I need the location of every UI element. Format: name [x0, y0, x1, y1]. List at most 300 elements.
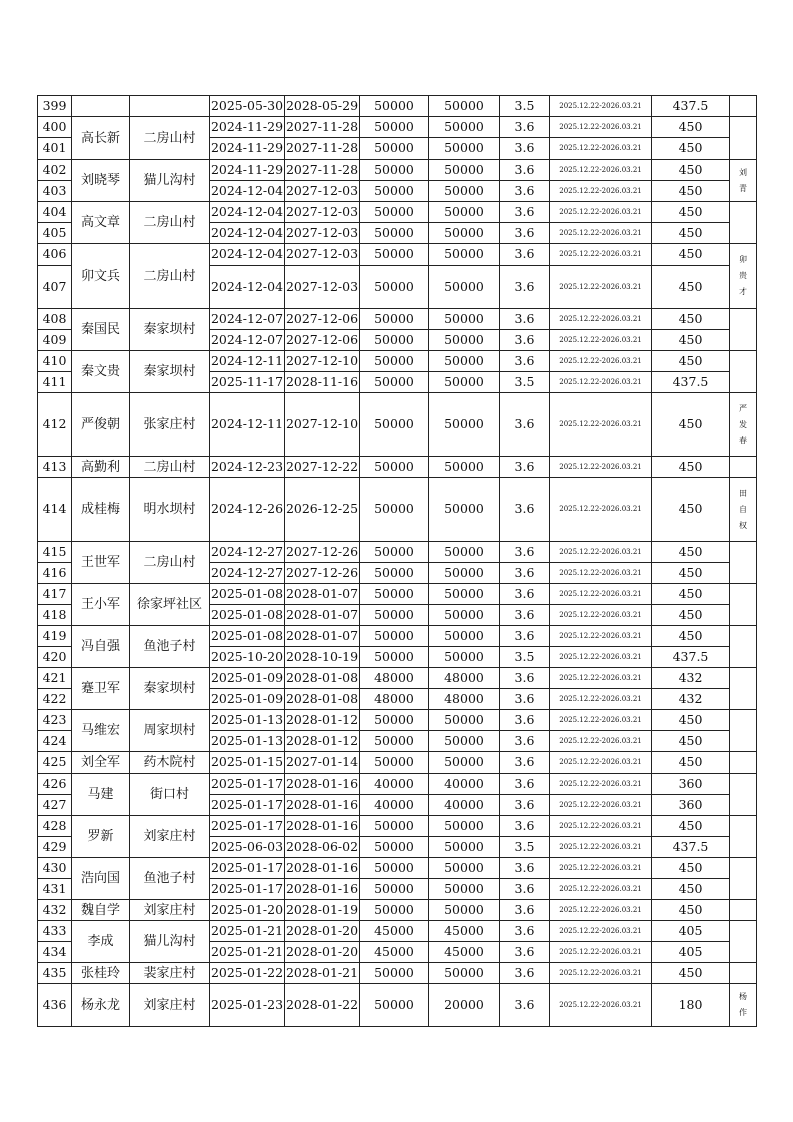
- table-row: [38, 584, 757, 605]
- row-number: 419: [38, 626, 72, 647]
- interest-period: 2025.12.22-2026.03.21: [550, 542, 652, 563]
- interest-period: 2025.12.22-2026.03.21: [550, 731, 652, 752]
- loan-amount: 50000: [360, 626, 429, 647]
- balance-amount: 50000: [429, 626, 500, 647]
- interest-amount: 437.5: [652, 96, 730, 117]
- loan-amount: 50000: [360, 752, 429, 774]
- table-row: [38, 984, 757, 1027]
- table-row: [38, 351, 757, 372]
- interest-amount: 450: [652, 858, 730, 879]
- balance-amount: 50000: [429, 160, 500, 181]
- loan-start-date: 2024-12-27: [210, 563, 285, 584]
- balance-amount: 50000: [429, 457, 500, 478]
- village-name: 张家庄村: [130, 393, 210, 457]
- balance-amount: 50000: [429, 605, 500, 626]
- table-row: [38, 309, 757, 330]
- interest-period: 2025.12.22-2026.03.21: [550, 393, 652, 457]
- remark-cell: [730, 478, 757, 542]
- balance-amount: 50000: [429, 963, 500, 984]
- village-name: 徐家坪社区: [130, 584, 210, 626]
- row-number: 422: [38, 689, 72, 710]
- interest-amount: 450: [652, 542, 730, 563]
- village-name: 秦家坝村: [130, 351, 210, 393]
- row-number: 411: [38, 372, 72, 393]
- loan-amount: 50000: [360, 457, 429, 478]
- loan-end-date: 2027-11-28: [285, 138, 360, 160]
- interest-rate: 3.6: [500, 117, 550, 138]
- loan-start-date: 2025-01-23: [210, 984, 285, 1027]
- table-row: [38, 963, 757, 984]
- row-number: 428: [38, 816, 72, 837]
- interest-period: 2025.12.22-2026.03.21: [550, 689, 652, 710]
- loan-end-date: 2028-11-16: [285, 372, 360, 393]
- row-number: 423: [38, 710, 72, 731]
- borrower-name: 王世军: [72, 542, 130, 584]
- interest-rate: 3.6: [500, 774, 550, 795]
- remark-char: 春: [739, 435, 747, 445]
- table-row: [38, 202, 757, 223]
- loan-end-date: 2027-12-03: [285, 202, 360, 223]
- balance-amount: 50000: [429, 816, 500, 837]
- loan-end-date: 2028-01-16: [285, 879, 360, 900]
- interest-rate: 3.6: [500, 160, 550, 181]
- balance-amount: 48000: [429, 689, 500, 710]
- interest-rate: 3.6: [500, 138, 550, 160]
- interest-rate: 3.6: [500, 309, 550, 330]
- remark-cell: [730, 921, 757, 963]
- interest-period: 2025.12.22-2026.03.21: [550, 647, 652, 668]
- interest-rate: 3.6: [500, 626, 550, 647]
- remark-char: 发: [739, 419, 747, 429]
- table-row: [38, 626, 757, 647]
- balance-amount: 50000: [429, 330, 500, 351]
- interest-rate: 3.5: [500, 837, 550, 858]
- interest-amount: 450: [652, 202, 730, 223]
- remark-cell: [730, 858, 757, 900]
- interest-rate: 3.6: [500, 244, 550, 266]
- interest-period: 2025.12.22-2026.03.21: [550, 900, 652, 921]
- loan-start-date: 2025-01-20: [210, 900, 285, 921]
- interest-rate: 3.6: [500, 921, 550, 942]
- loan-start-date: 2024-12-11: [210, 351, 285, 372]
- borrower-name: 高文章: [72, 202, 130, 244]
- row-number: 427: [38, 795, 72, 816]
- remark-char: 田: [739, 488, 747, 498]
- borrower-name: 秦国民: [72, 309, 130, 351]
- loan-amount: 50000: [360, 963, 429, 984]
- row-number: 431: [38, 879, 72, 900]
- loan-end-date: 2028-05-29: [285, 96, 360, 117]
- interest-rate: 3.6: [500, 330, 550, 351]
- row-number: 406: [38, 244, 72, 266]
- remark-cell: [730, 160, 757, 202]
- balance-amount: 45000: [429, 921, 500, 942]
- village-name: 裴家庄村: [130, 963, 210, 984]
- interest-amount: 450: [652, 393, 730, 457]
- balance-amount: 50000: [429, 478, 500, 542]
- balance-amount: 40000: [429, 795, 500, 816]
- interest-rate: 3.6: [500, 223, 550, 244]
- interest-amount: 450: [652, 478, 730, 542]
- village-name: 二房山村: [130, 244, 210, 309]
- interest-period: 2025.12.22-2026.03.21: [550, 563, 652, 584]
- row-number: 407: [38, 266, 72, 309]
- interest-amount: 450: [652, 731, 730, 752]
- row-number: 409: [38, 330, 72, 351]
- interest-rate: 3.6: [500, 984, 550, 1027]
- loan-amount: 50000: [360, 372, 429, 393]
- loan-start-date: 2025-01-13: [210, 731, 285, 752]
- interest-amount: 450: [652, 752, 730, 774]
- remark-cell: [730, 393, 757, 457]
- row-number: 430: [38, 858, 72, 879]
- loan-end-date: 2027-12-06: [285, 309, 360, 330]
- loan-amount: 50000: [360, 647, 429, 668]
- balance-amount: 50000: [429, 181, 500, 202]
- interest-amount: 450: [652, 605, 730, 626]
- interest-period: 2025.12.22-2026.03.21: [550, 351, 652, 372]
- borrower-name: 张桂玲: [72, 963, 130, 984]
- loan-start-date: 2025-01-21: [210, 921, 285, 942]
- village-name: 明水坝村: [130, 478, 210, 542]
- interest-period: 2025.12.22-2026.03.21: [550, 837, 652, 858]
- interest-rate: 3.6: [500, 879, 550, 900]
- loan-start-date: 2024-12-04: [210, 181, 285, 202]
- interest-amount: 360: [652, 774, 730, 795]
- row-number: 418: [38, 605, 72, 626]
- remark-cell: [730, 774, 757, 816]
- interest-rate: 3.6: [500, 668, 550, 689]
- interest-rate: 3.6: [500, 584, 550, 605]
- interest-rate: 3.6: [500, 900, 550, 921]
- row-number: 412: [38, 393, 72, 457]
- balance-amount: 50000: [429, 351, 500, 372]
- loan-amount: 50000: [360, 351, 429, 372]
- interest-period: 2025.12.22-2026.03.21: [550, 605, 652, 626]
- table-row: [38, 900, 757, 921]
- remark-cell: [730, 117, 757, 160]
- loan-end-date: 2028-10-19: [285, 647, 360, 668]
- table-row: [38, 457, 757, 478]
- remark-cell: [730, 309, 757, 351]
- borrower-name: 马建: [72, 774, 130, 816]
- village-name: [130, 96, 210, 117]
- row-number: 401: [38, 138, 72, 160]
- interest-amount: 450: [652, 963, 730, 984]
- interest-period: 2025.12.22-2026.03.21: [550, 266, 652, 309]
- village-name: 鱼池子村: [130, 858, 210, 900]
- loan-end-date: 2028-01-07: [285, 605, 360, 626]
- remark-cell: [730, 96, 757, 117]
- loan-amount: 50000: [360, 223, 429, 244]
- row-number: 402: [38, 160, 72, 181]
- interest-period: 2025.12.22-2026.03.21: [550, 984, 652, 1027]
- loan-end-date: 2027-12-10: [285, 393, 360, 457]
- interest-amount: 450: [652, 330, 730, 351]
- interest-period: 2025.12.22-2026.03.21: [550, 668, 652, 689]
- loan-amount: 45000: [360, 942, 429, 963]
- remark-cell: [730, 457, 757, 478]
- interest-period: 2025.12.22-2026.03.21: [550, 138, 652, 160]
- village-name: 药木院村: [130, 752, 210, 774]
- balance-amount: 50000: [429, 900, 500, 921]
- remark-char: 严: [739, 403, 747, 413]
- loan-start-date: 2024-12-07: [210, 309, 285, 330]
- balance-amount: 50000: [429, 837, 500, 858]
- row-number: 424: [38, 731, 72, 752]
- interest-amount: 450: [652, 626, 730, 647]
- remark-char: 自: [739, 504, 747, 514]
- loan-start-date: 2024-12-04: [210, 202, 285, 223]
- interest-rate: 3.6: [500, 393, 550, 457]
- borrower-name: 王小军: [72, 584, 130, 626]
- loan-amount: 50000: [360, 266, 429, 309]
- interest-amount: 450: [652, 457, 730, 478]
- loan-end-date: 2027-01-14: [285, 752, 360, 774]
- interest-period: 2025.12.22-2026.03.21: [550, 244, 652, 266]
- remark-cell: [730, 984, 757, 1027]
- interest-period: 2025.12.22-2026.03.21: [550, 223, 652, 244]
- row-number: 435: [38, 963, 72, 984]
- loan-end-date: 2028-01-20: [285, 921, 360, 942]
- interest-rate: 3.6: [500, 266, 550, 309]
- loan-amount: 50000: [360, 244, 429, 266]
- loan-start-date: 2025-01-17: [210, 774, 285, 795]
- table-row: [38, 393, 757, 457]
- interest-period: 2025.12.22-2026.03.21: [550, 710, 652, 731]
- loan-end-date: 2027-12-03: [285, 244, 360, 266]
- loan-start-date: 2024-12-04: [210, 244, 285, 266]
- loan-start-date: 2024-11-29: [210, 138, 285, 160]
- balance-amount: 45000: [429, 942, 500, 963]
- table-row: [38, 96, 757, 117]
- loan-start-date: 2024-11-29: [210, 160, 285, 181]
- loan-end-date: 2028-01-16: [285, 774, 360, 795]
- row-number: 414: [38, 478, 72, 542]
- borrower-name: 成桂梅: [72, 478, 130, 542]
- row-number: 410: [38, 351, 72, 372]
- interest-amount: 437.5: [652, 372, 730, 393]
- loan-end-date: 2027-12-06: [285, 330, 360, 351]
- interest-amount: 432: [652, 668, 730, 689]
- loan-end-date: 2028-01-19: [285, 900, 360, 921]
- interest-amount: 450: [652, 584, 730, 605]
- remark-char: 贵: [739, 271, 747, 280]
- row-number: 433: [38, 921, 72, 942]
- remark-char: 杨: [739, 992, 747, 1001]
- interest-rate: 3.6: [500, 710, 550, 731]
- loan-start-date: 2025-10-20: [210, 647, 285, 668]
- loan-end-date: 2026-12-25: [285, 478, 360, 542]
- interest-period: 2025.12.22-2026.03.21: [550, 202, 652, 223]
- loan-table: [37, 95, 757, 1027]
- interest-amount: 450: [652, 900, 730, 921]
- loan-amount: 50000: [360, 478, 429, 542]
- loan-start-date: 2025-01-17: [210, 879, 285, 900]
- interest-rate: 3.6: [500, 181, 550, 202]
- loan-end-date: 2027-12-03: [285, 181, 360, 202]
- borrower-name: [72, 96, 130, 117]
- interest-rate: 3.6: [500, 351, 550, 372]
- remark-cell: [730, 752, 757, 774]
- borrower-name: 李成: [72, 921, 130, 963]
- interest-rate: 3.6: [500, 795, 550, 816]
- loan-end-date: 2028-01-21: [285, 963, 360, 984]
- remark-char: 青: [739, 183, 747, 193]
- interest-period: 2025.12.22-2026.03.21: [550, 330, 652, 351]
- loan-amount: 50000: [360, 984, 429, 1027]
- row-number: 416: [38, 563, 72, 584]
- table-row: [38, 244, 757, 266]
- interest-rate: 3.6: [500, 563, 550, 584]
- loan-amount: 48000: [360, 689, 429, 710]
- balance-amount: 20000: [429, 984, 500, 1027]
- interest-period: 2025.12.22-2026.03.21: [550, 372, 652, 393]
- row-number: 404: [38, 202, 72, 223]
- village-name: 刘家庄村: [130, 816, 210, 858]
- loan-start-date: 2025-05-30: [210, 96, 285, 117]
- loan-end-date: 2028-01-12: [285, 710, 360, 731]
- table-row: [38, 117, 757, 138]
- loan-amount: 50000: [360, 393, 429, 457]
- table-row: [38, 816, 757, 837]
- loan-end-date: 2027-12-26: [285, 542, 360, 563]
- balance-amount: 50000: [429, 223, 500, 244]
- loan-end-date: 2027-12-22: [285, 457, 360, 478]
- interest-period: 2025.12.22-2026.03.21: [550, 816, 652, 837]
- loan-amount: 50000: [360, 160, 429, 181]
- loan-start-date: 2025-01-17: [210, 858, 285, 879]
- village-name: 二房山村: [130, 117, 210, 160]
- village-name: 街口村: [130, 774, 210, 816]
- loan-start-date: 2025-01-09: [210, 689, 285, 710]
- table-row: [38, 921, 757, 942]
- loan-amount: 50000: [360, 584, 429, 605]
- balance-amount: 50000: [429, 393, 500, 457]
- loan-amount: 50000: [360, 879, 429, 900]
- interest-amount: 437.5: [652, 647, 730, 668]
- balance-amount: 50000: [429, 858, 500, 879]
- interest-period: 2025.12.22-2026.03.21: [550, 96, 652, 117]
- loan-amount: 50000: [360, 900, 429, 921]
- remark-cell: [730, 351, 757, 393]
- village-name: 鱼池子村: [130, 626, 210, 668]
- interest-period: 2025.12.22-2026.03.21: [550, 752, 652, 774]
- remark-cell: [730, 584, 757, 626]
- interest-period: 2025.12.22-2026.03.21: [550, 795, 652, 816]
- loan-amount: 50000: [360, 309, 429, 330]
- loan-amount: 50000: [360, 710, 429, 731]
- interest-period: 2025.12.22-2026.03.21: [550, 117, 652, 138]
- row-number: 408: [38, 309, 72, 330]
- table-row: [38, 478, 757, 542]
- interest-rate: 3.5: [500, 372, 550, 393]
- interest-period: 2025.12.22-2026.03.21: [550, 181, 652, 202]
- loan-end-date: 2028-01-16: [285, 795, 360, 816]
- remark-cell: [730, 542, 757, 584]
- interest-period: 2025.12.22-2026.03.21: [550, 858, 652, 879]
- loan-start-date: 2025-01-09: [210, 668, 285, 689]
- interest-amount: 437.5: [652, 837, 730, 858]
- interest-amount: 450: [652, 309, 730, 330]
- interest-amount: 450: [652, 563, 730, 584]
- interest-rate: 3.6: [500, 858, 550, 879]
- loan-start-date: 2025-06-03: [210, 837, 285, 858]
- loan-amount: 40000: [360, 795, 429, 816]
- village-name: 猫儿沟村: [130, 160, 210, 202]
- balance-amount: 50000: [429, 117, 500, 138]
- loan-end-date: 2027-11-28: [285, 160, 360, 181]
- loan-end-date: 2028-01-22: [285, 984, 360, 1027]
- row-number: 426: [38, 774, 72, 795]
- borrower-name: 魏自学: [72, 900, 130, 921]
- row-number: 403: [38, 181, 72, 202]
- loan-start-date: 2024-12-04: [210, 223, 285, 244]
- loan-end-date: 2028-01-16: [285, 816, 360, 837]
- loan-amount: 50000: [360, 542, 429, 563]
- interest-amount: 450: [652, 160, 730, 181]
- row-number: 421: [38, 668, 72, 689]
- village-name: 猫儿沟村: [130, 921, 210, 963]
- village-name: 秦家坝村: [130, 309, 210, 351]
- loan-end-date: 2027-12-03: [285, 223, 360, 244]
- loan-start-date: 2025-01-21: [210, 942, 285, 963]
- loan-start-date: 2024-12-23: [210, 457, 285, 478]
- remark-cell: [730, 900, 757, 921]
- loan-end-date: 2028-01-16: [285, 858, 360, 879]
- loan-start-date: 2025-01-17: [210, 795, 285, 816]
- table-row: [38, 858, 757, 879]
- loan-amount: 40000: [360, 774, 429, 795]
- table-row: [38, 774, 757, 795]
- remark-cell: [730, 668, 757, 710]
- borrower-name: 罗新: [72, 816, 130, 858]
- loan-end-date: 2028-01-07: [285, 626, 360, 647]
- table-row: [38, 542, 757, 563]
- interest-amount: 450: [652, 710, 730, 731]
- loan-amount: 50000: [360, 138, 429, 160]
- loan-start-date: 2024-12-26: [210, 478, 285, 542]
- remark-char: 权: [739, 520, 747, 530]
- borrower-name: 马维宏: [72, 710, 130, 752]
- loan-end-date: 2028-01-20: [285, 942, 360, 963]
- balance-amount: 50000: [429, 372, 500, 393]
- balance-amount: 48000: [429, 668, 500, 689]
- loan-end-date: 2027-12-03: [285, 266, 360, 309]
- loan-start-date: 2024-12-11: [210, 393, 285, 457]
- interest-amount: 450: [652, 223, 730, 244]
- interest-rate: 3.6: [500, 478, 550, 542]
- remark-cell: [730, 963, 757, 984]
- balance-amount: 50000: [429, 542, 500, 563]
- row-number: 420: [38, 647, 72, 668]
- balance-amount: 50000: [429, 710, 500, 731]
- row-number: 417: [38, 584, 72, 605]
- borrower-name: 蹇卫军: [72, 668, 130, 710]
- interest-amount: 432: [652, 689, 730, 710]
- village-name: 刘家庄村: [130, 984, 210, 1027]
- balance-amount: 50000: [429, 584, 500, 605]
- row-number: 434: [38, 942, 72, 963]
- loan-start-date: 2024-12-27: [210, 542, 285, 563]
- interest-rate: 3.6: [500, 731, 550, 752]
- balance-amount: 40000: [429, 774, 500, 795]
- table-row: [38, 710, 757, 731]
- interest-amount: 450: [652, 816, 730, 837]
- interest-amount: 450: [652, 879, 730, 900]
- balance-amount: 50000: [429, 266, 500, 309]
- remark-cell: [730, 816, 757, 858]
